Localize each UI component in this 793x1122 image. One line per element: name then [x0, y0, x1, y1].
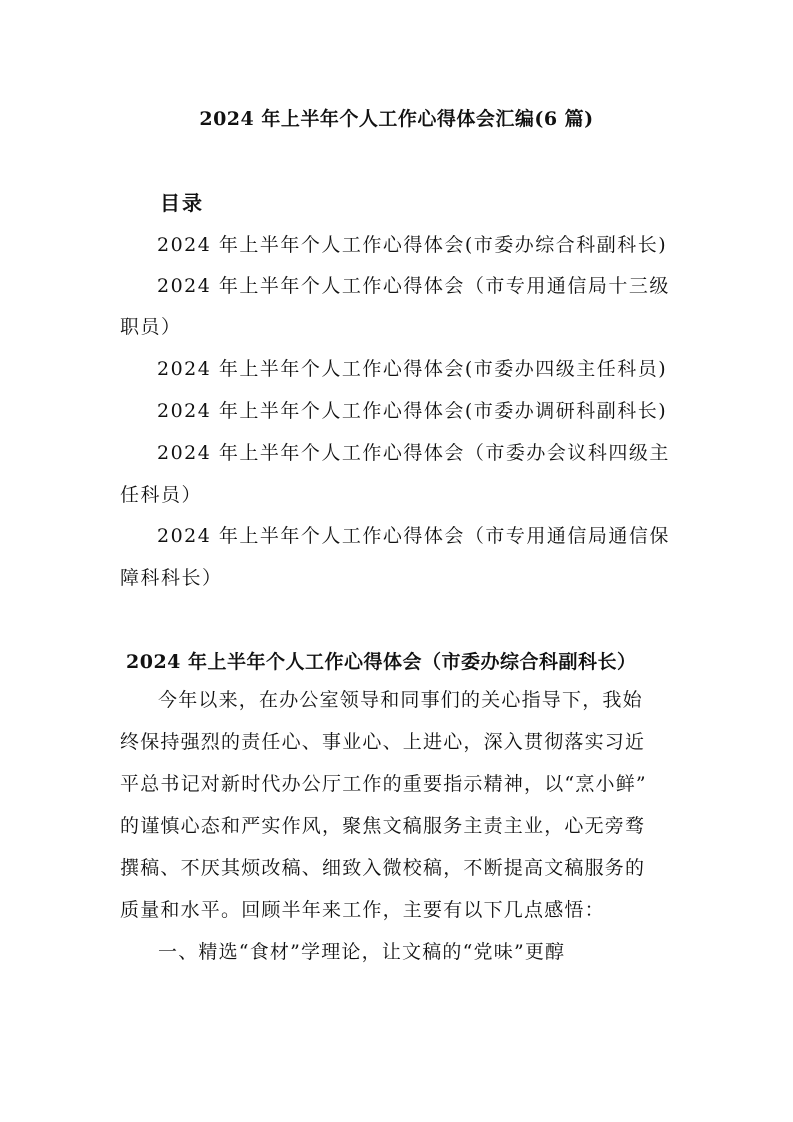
paragraph-line: 质量和水平。回顾半年来工作，主要有以下几点感悟：: [120, 899, 605, 921]
toc-entry: 2024 年上半年个人工作心得体会（市专用通信局十三级: [157, 275, 670, 297]
section-subheading: 一、精选“食材”学理论，让文稿的“党味”更醇: [158, 941, 566, 963]
paragraph-line: 终保持强烈的责任心、事业心、上进心，深入贯彻落实习近: [120, 731, 646, 753]
document-title: 2024 年上半年个人工作心得体会汇编(6 篇): [199, 108, 594, 130]
paragraph-line: 平总书记对新时代办公厅工作的重要指示精神，以“烹小鲜”: [120, 773, 647, 795]
toc-entry-continuation: 任科员）: [120, 484, 203, 506]
toc-entry: 2024 年上半年个人工作心得体会(市委办综合科副科长): [157, 234, 668, 256]
toc-entry: 2024 年上半年个人工作心得体会(市委办四级主任科员): [157, 358, 668, 380]
toc-entry: 2024 年上半年个人工作心得体会(市委办调研科副科长): [157, 400, 668, 422]
toc-entry-continuation: 障科科长）: [120, 567, 223, 589]
toc-heading: 目录: [160, 191, 204, 215]
paragraph-line: 今年以来，在办公室领导和同事们的关心指导下，我始: [158, 689, 643, 711]
toc-entry-continuation: 职员）: [120, 316, 182, 338]
paragraph-line: 的谨慎心态和严实作风，聚焦文稿服务主责主业，心无旁骛: [120, 815, 646, 837]
toc-entry: 2024 年上半年个人工作心得体会（市专用通信局通信保: [157, 525, 670, 547]
section-title: 2024 年上半年个人工作心得体会（市委办综合科副科长）: [126, 651, 637, 673]
toc-entry: 2024 年上半年个人工作心得体会（市委办会议科四级主: [157, 442, 670, 464]
paragraph-line: 撰稿、不厌其烦改稿、细致入微校稿，不断提高文稿服务的: [120, 857, 646, 879]
